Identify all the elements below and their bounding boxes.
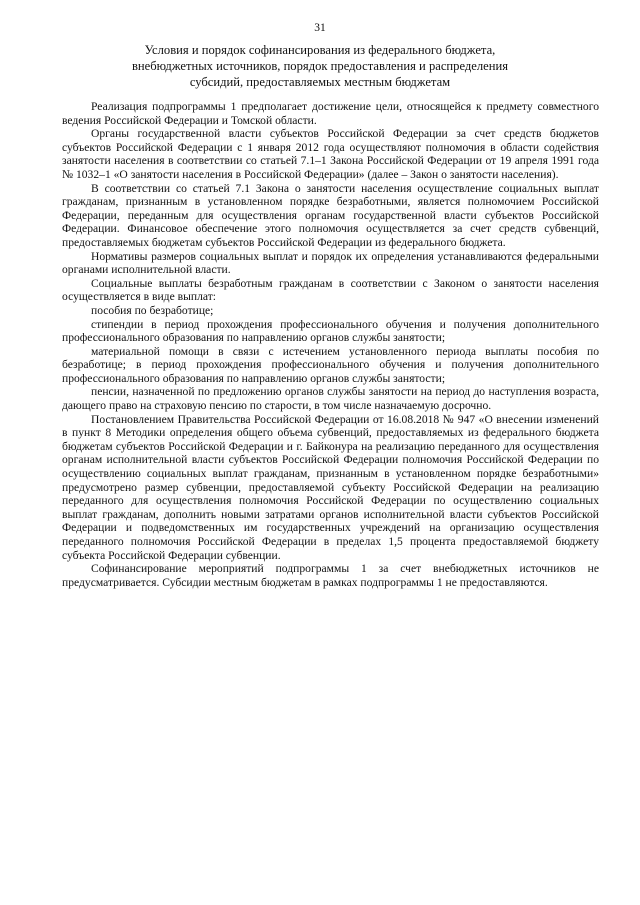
paragraph: Органы государственной власти субъектов Российской Федерации за счет средств бюджетов субъектов Российской Федерации с 1 января 2012 года осуществляют полномочия в области содействия занятости населения в соответствии со статьей 7.1–1 Закона Российской Федерации от 19 апреля 1991 года № 1032–1 «О занятости населения в Российской Федерации» (далее – Закон о занятости населения). bbox=[62, 127, 599, 181]
list-item: стипендии в период прохождения профессионального обучения и получения дополнительного профессионального образования по направлению органов службы занятости; bbox=[62, 317, 599, 345]
page-number: 31 bbox=[314, 22, 326, 34]
paragraph: В соответствии со статьей 7.1 Закона о занятости населения осуществление социальных выплат гражданам, признанным в установленном порядке безработными, является полномочием Российской Федерации, переданным для осуществления органам государственной власти субъектов Российской Федерации. Финансовое обеспечение этого полномочия осуществляется за счет средств субвенций, предоставляемых бюджетам субъектов Российской Федерации из федерального бюджета. bbox=[62, 181, 599, 249]
paragraph: Нормативы размеров социальных выплат и порядок их определения устанавливаются федеральными органами исполнительной власти. bbox=[62, 249, 599, 277]
section-title bbox=[80, 42, 560, 90]
list-item: пособия по безработице; bbox=[91, 303, 214, 317]
list-item: материальной помощи в связи с истечением установленного периода выплаты пособия по безработице; в период прохождения профессионального обучения и получения дополнительного профессионального образования по направлению органов службы занятости; bbox=[62, 344, 599, 385]
list-item: пенсии, назначенной по предложению органов службы занятости на период до наступления возраста, дающего право на страховую пенсию по старости, в том числе назначаемую досрочно. bbox=[62, 385, 599, 413]
section-title-line: внебюджетных источников, порядок предоставления и распределения bbox=[131, 59, 509, 73]
paragraph: Социальные выплаты безработным гражданам в соответствии с Законом о занятости населения осуществляется в виде выплат: bbox=[62, 276, 599, 304]
paragraph: Реализация подпрограммы 1 предполагает достижение цели, относящейся к предмету совместного ведения Российской Федерации и Томской области. bbox=[62, 100, 599, 127]
section-title-line: субсидий, предоставляемых местным бюджетам bbox=[189, 75, 451, 89]
body-text bbox=[62, 100, 599, 589]
paragraph: Софинансирование мероприятий подпрограммы 1 за счет внебюджетных источников не предусматривается. Субсидии местным бюджетам в рамках подпрограммы 1 не предоставляются. bbox=[62, 562, 599, 589]
paragraph: Постановлением Правительства Российской Федерации от 16.08.2018 № 947 «О внесении изменений в пункт 8 Методики определения общего объема субвенций, предоставляемых из федерального бюджета бюджетам субъектов Российской Федерации и г. Байконура на реализацию переданного для осуществления органам исполнительной власти субъектов Российской Федерации полномочия Российской Федерации по осуществлению социальных выплат гражданам, признанным в установленном порядке безработными» предусмотрено размер субвенции, предоставляемой субъекту Российской Федерации на реализацию переданного для осуществления полномочия Российской Федерации по осуществлению социальных выплат гражданам, дополнить новыми затратами органов исполнительной власти субъектов Российской Федерации и подведомственных им государственных учреждений на организацию осуществления переданного полномочия Российской Федерации в пределах 1,5 процента предоставляемой бюджету субъекта Российской Федерации субвенции. bbox=[62, 412, 599, 562]
section-title-line: Условия и порядок софинансирования из федерального бюджета, bbox=[144, 43, 496, 57]
